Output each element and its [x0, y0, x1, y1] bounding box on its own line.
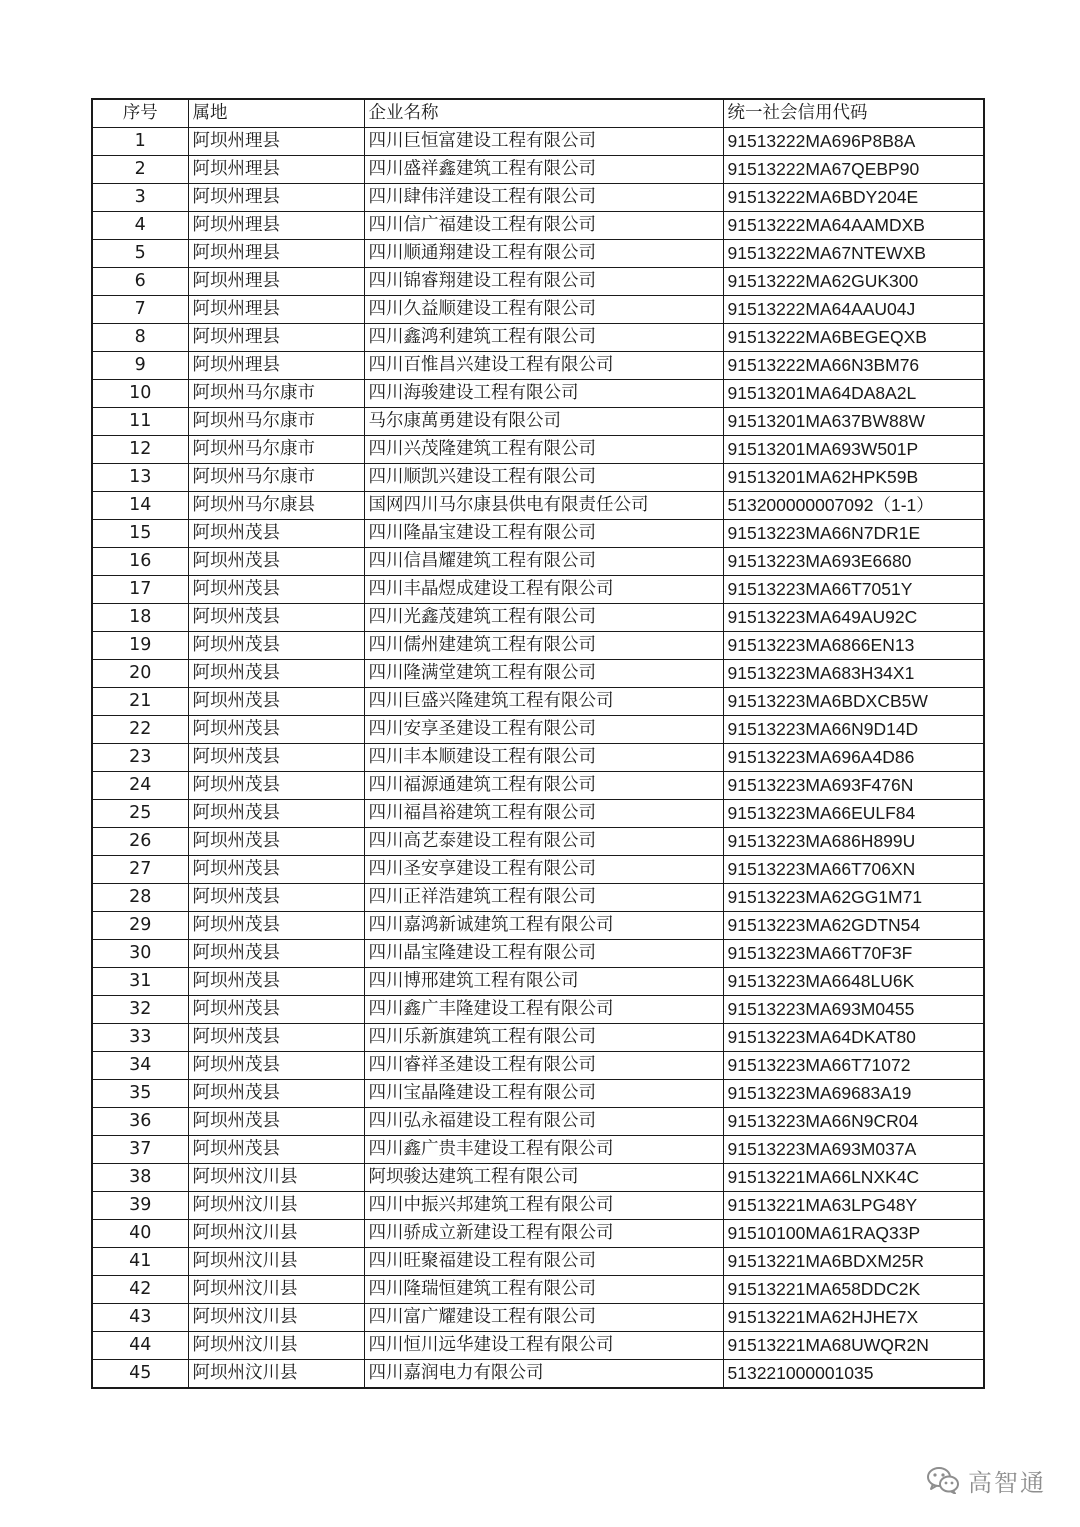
cell-credit-code: 91513223MA6866EN13: [723, 632, 984, 660]
cell-credit-code: 91513222MA696P8B8A: [723, 128, 984, 156]
cell-serial-number: 42: [92, 1276, 188, 1304]
cell-company-name: 四川嘉鸿新诚建筑工程有限公司: [364, 912, 723, 940]
table-row: [92, 184, 984, 212]
cell-credit-code: 91513201MA64DA8A2L: [723, 380, 984, 408]
table-row: [92, 744, 984, 772]
cell-jurisdiction: 阿坝州茂县: [188, 800, 364, 828]
cell-serial-number: 14: [92, 492, 188, 520]
table-row: [92, 1360, 984, 1389]
cell-serial-number: 34: [92, 1052, 188, 1080]
cell-credit-code: 91513223MA66T706XN: [723, 856, 984, 884]
cell-serial-number: 22: [92, 716, 188, 744]
cell-jurisdiction: 阿坝州理县: [188, 212, 364, 240]
table-row: [92, 1108, 984, 1136]
cell-jurisdiction: 阿坝州理县: [188, 128, 364, 156]
cell-company-name: 四川丰本顺建设工程有限公司: [364, 744, 723, 772]
cell-credit-code: 91513222MA62GUK300: [723, 268, 984, 296]
cell-jurisdiction: 阿坝州茂县: [188, 912, 364, 940]
cell-credit-code: 91510100MA61RAQ33P: [723, 1220, 984, 1248]
cell-serial-number: 24: [92, 772, 188, 800]
table-row: [92, 464, 984, 492]
cell-serial-number: 31: [92, 968, 188, 996]
table-row: [92, 968, 984, 996]
cell-jurisdiction: 阿坝州茂县: [188, 1136, 364, 1164]
table-row: [92, 296, 984, 324]
cell-credit-code: 91513223MA696A4D86: [723, 744, 984, 772]
cell-serial-number: 2: [92, 156, 188, 184]
cell-company-name: 四川旺聚福建设工程有限公司: [364, 1248, 723, 1276]
cell-company-name: 四川博邢建筑工程有限公司: [364, 968, 723, 996]
table-row: [92, 128, 984, 156]
cell-credit-code: 91513223MA69683A19: [723, 1080, 984, 1108]
cell-serial-number: 10: [92, 380, 188, 408]
cell-serial-number: 33: [92, 1024, 188, 1052]
cell-company-name: 四川盛祥鑫建筑工程有限公司: [364, 156, 723, 184]
cell-jurisdiction: 阿坝州理县: [188, 240, 364, 268]
cell-company-name: 四川百惟昌兴建设工程有限公司: [364, 352, 723, 380]
cell-serial-number: 13: [92, 464, 188, 492]
table-row: [92, 520, 984, 548]
cell-company-name: 四川骄成立新建设工程有限公司: [364, 1220, 723, 1248]
cell-credit-code: 91513221MA658DDC2K: [723, 1276, 984, 1304]
cell-company-name: 四川乐新旗建筑工程有限公司: [364, 1024, 723, 1052]
cell-company-name: 四川鑫鸿利建筑工程有限公司: [364, 324, 723, 352]
cell-company-name: 四川高艺泰建设工程有限公司: [364, 828, 723, 856]
table-row: [92, 212, 984, 240]
cell-jurisdiction: 阿坝州马尔康市: [188, 408, 364, 436]
cell-serial-number: 20: [92, 660, 188, 688]
cell-serial-number: 4: [92, 212, 188, 240]
cell-company-name: 国网四川马尔康县供电有限责任公司: [364, 492, 723, 520]
table-row: [92, 688, 984, 716]
cell-company-name: 四川福源通建筑工程有限公司: [364, 772, 723, 800]
cell-serial-number: 7: [92, 296, 188, 324]
cell-serial-number: 35: [92, 1080, 188, 1108]
cell-credit-code: 91513223MA64DKAT80: [723, 1024, 984, 1052]
cell-jurisdiction: 阿坝州马尔康市: [188, 464, 364, 492]
cell-serial-number: 9: [92, 352, 188, 380]
cell-jurisdiction: 阿坝州茂县: [188, 856, 364, 884]
cell-jurisdiction: 阿坝州理县: [188, 184, 364, 212]
cell-company-name: 马尔康萬勇建设有限公司: [364, 408, 723, 436]
table-row: [92, 1136, 984, 1164]
cell-serial-number: 1: [92, 128, 188, 156]
cell-serial-number: 16: [92, 548, 188, 576]
cell-jurisdiction: 阿坝州茂县: [188, 716, 364, 744]
table-row: [92, 1192, 984, 1220]
cell-serial-number: 6: [92, 268, 188, 296]
cell-jurisdiction: 阿坝州茂县: [188, 828, 364, 856]
cell-credit-code: 91513201MA637BW88W: [723, 408, 984, 436]
cell-serial-number: 21: [92, 688, 188, 716]
cell-jurisdiction: 阿坝州茂县: [188, 1108, 364, 1136]
header-serial-number: 序号: [92, 99, 188, 128]
cell-company-name: 四川福昌裕建筑工程有限公司: [364, 800, 723, 828]
cell-jurisdiction: 阿坝州汶川县: [188, 1360, 364, 1389]
cell-jurisdiction: 阿坝州马尔康县: [188, 492, 364, 520]
cell-credit-code: 91513222MA67QEBP90: [723, 156, 984, 184]
cell-credit-code: 91513222MA6BEGEQXB: [723, 324, 984, 352]
cell-serial-number: 19: [92, 632, 188, 660]
cell-serial-number: 23: [92, 744, 188, 772]
cell-credit-code: 91513201MA693W501P: [723, 436, 984, 464]
cell-credit-code: 91513223MA66T70F3F: [723, 940, 984, 968]
cell-jurisdiction: 阿坝州汶川县: [188, 1192, 364, 1220]
table-row: [92, 1276, 984, 1304]
cell-credit-code: 91513221MA6BDXM25R: [723, 1248, 984, 1276]
cell-company-name: 四川圣安享建设工程有限公司: [364, 856, 723, 884]
cell-jurisdiction: 阿坝州茂县: [188, 660, 364, 688]
cell-jurisdiction: 阿坝州茂县: [188, 940, 364, 968]
cell-company-name: 四川隆满堂建筑工程有限公司: [364, 660, 723, 688]
cell-credit-code: 91513223MA66T7051Y: [723, 576, 984, 604]
wechat-icon: [926, 1466, 960, 1494]
table-row: [92, 1304, 984, 1332]
cell-company-name: 四川久益顺建设工程有限公司: [364, 296, 723, 324]
table-row: [92, 1080, 984, 1108]
table-row: [92, 1248, 984, 1276]
cell-company-name: 四川儒州建建筑工程有限公司: [364, 632, 723, 660]
table-row: [92, 1332, 984, 1360]
cell-company-name: 四川信昌耀建筑工程有限公司: [364, 548, 723, 576]
header-company-name: 企业名称: [364, 99, 723, 128]
cell-jurisdiction: 阿坝州汶川县: [188, 1220, 364, 1248]
cell-company-name: 四川安享圣建设工程有限公司: [364, 716, 723, 744]
cell-jurisdiction: 阿坝州理县: [188, 324, 364, 352]
table-row: [92, 772, 984, 800]
cell-jurisdiction: 阿坝州茂县: [188, 996, 364, 1024]
table-row: [92, 800, 984, 828]
cell-credit-code: 91513223MA66T71072: [723, 1052, 984, 1080]
table-row: [92, 380, 984, 408]
cell-credit-code: 91513223MA66N9D14D: [723, 716, 984, 744]
table-row: [92, 912, 984, 940]
cell-jurisdiction: 阿坝州茂县: [188, 688, 364, 716]
cell-serial-number: 30: [92, 940, 188, 968]
cell-serial-number: 45: [92, 1360, 188, 1389]
cell-credit-code: 91513223MA66N7DR1E: [723, 520, 984, 548]
cell-company-name: 四川鑫广贵丰建设工程有限公司: [364, 1136, 723, 1164]
table-row: [92, 604, 984, 632]
cell-credit-code: 91513221MA62HJHE7X: [723, 1304, 984, 1332]
cell-credit-code: 91513221MA68UWQR2N: [723, 1332, 984, 1360]
cell-serial-number: 36: [92, 1108, 188, 1136]
cell-credit-code: 91513223MA686H899U: [723, 828, 984, 856]
header-row: [92, 99, 984, 128]
cell-jurisdiction: 阿坝州汶川县: [188, 1164, 364, 1192]
cell-credit-code: 91513223MA66N9CR04: [723, 1108, 984, 1136]
cell-company-name: 四川海骏建设工程有限公司: [364, 380, 723, 408]
table-row: [92, 352, 984, 380]
watermark-text: 高智通: [968, 1468, 1046, 1497]
cell-serial-number: 15: [92, 520, 188, 548]
cell-credit-code: 91513223MA649AU92C: [723, 604, 984, 632]
table-row: [92, 660, 984, 688]
cell-company-name: 四川中振兴邦建筑工程有限公司: [364, 1192, 723, 1220]
table-row: [92, 156, 984, 184]
cell-jurisdiction: 阿坝州汶川县: [188, 1276, 364, 1304]
cell-serial-number: 28: [92, 884, 188, 912]
table-row: [92, 1164, 984, 1192]
table-row: [92, 856, 984, 884]
cell-company-name: 四川弘永福建设工程有限公司: [364, 1108, 723, 1136]
table-body: [92, 128, 984, 1389]
cell-credit-code: 91513223MA6648LU6K: [723, 968, 984, 996]
table-header: [92, 99, 984, 128]
table-row: [92, 1052, 984, 1080]
cell-company-name: 四川宝晶隆建设工程有限公司: [364, 1080, 723, 1108]
cell-credit-code: 91513222MA6BDY204E: [723, 184, 984, 212]
cell-company-name: 阿坝骏达建筑工程有限公司: [364, 1164, 723, 1192]
cell-jurisdiction: 阿坝州茂县: [188, 1080, 364, 1108]
cell-credit-code: 91513223MA693M037A: [723, 1136, 984, 1164]
cell-credit-code: 91513222MA66N3BM76: [723, 352, 984, 380]
table-row: [92, 828, 984, 856]
cell-jurisdiction: 阿坝州马尔康市: [188, 436, 364, 464]
cell-company-name: 四川巨恒富建设工程有限公司: [364, 128, 723, 156]
header-credit-code: 统一社会信用代码: [723, 99, 984, 128]
cell-credit-code: 91513223MA62GDTN54: [723, 912, 984, 940]
table-row: [92, 492, 984, 520]
cell-jurisdiction: 阿坝州茂县: [188, 604, 364, 632]
cell-serial-number: 27: [92, 856, 188, 884]
cell-jurisdiction: 阿坝州茂县: [188, 632, 364, 660]
cell-company-name: 四川顺通翔建设工程有限公司: [364, 240, 723, 268]
cell-serial-number: 18: [92, 604, 188, 632]
cell-company-name: 四川嘉润电力有限公司: [364, 1360, 723, 1389]
table-row: [92, 716, 984, 744]
cell-company-name: 四川丰晶煜成建设工程有限公司: [364, 576, 723, 604]
table-row: [92, 940, 984, 968]
cell-credit-code: 91513222MA64AAU04J: [723, 296, 984, 324]
cell-serial-number: 37: [92, 1136, 188, 1164]
company-credit-code-table: [91, 98, 985, 1389]
cell-credit-code: 513200000007092（1-1）: [723, 492, 984, 520]
cell-jurisdiction: 阿坝州茂县: [188, 884, 364, 912]
table-row: [92, 884, 984, 912]
cell-company-name: 四川睿祥圣建设工程有限公司: [364, 1052, 723, 1080]
table-row: [92, 324, 984, 352]
cell-jurisdiction: 阿坝州茂县: [188, 968, 364, 996]
cell-company-name: 四川巨盛兴隆建筑工程有限公司: [364, 688, 723, 716]
cell-serial-number: 41: [92, 1248, 188, 1276]
cell-company-name: 四川光鑫茂建筑工程有限公司: [364, 604, 723, 632]
cell-jurisdiction: 阿坝州茂县: [188, 772, 364, 800]
cell-serial-number: 39: [92, 1192, 188, 1220]
cell-company-name: 四川隆晶宝建设工程有限公司: [364, 520, 723, 548]
cell-company-name: 四川肆伟洋建设工程有限公司: [364, 184, 723, 212]
table-row: [92, 436, 984, 464]
cell-credit-code: 91513221MA63LPG48Y: [723, 1192, 984, 1220]
cell-company-name: 四川隆瑞恒建筑工程有限公司: [364, 1276, 723, 1304]
cell-jurisdiction: 阿坝州理县: [188, 268, 364, 296]
watermark: [926, 1462, 1046, 1498]
cell-serial-number: 38: [92, 1164, 188, 1192]
cell-credit-code: 91513222MA64AAMDXB: [723, 212, 984, 240]
cell-jurisdiction: 阿坝州马尔康市: [188, 380, 364, 408]
cell-jurisdiction: 阿坝州汶川县: [188, 1332, 364, 1360]
cell-credit-code: 91513201MA62HPK59B: [723, 464, 984, 492]
cell-credit-code: 91513222MA67NTEWXB: [723, 240, 984, 268]
cell-serial-number: 17: [92, 576, 188, 604]
table-row: [92, 1220, 984, 1248]
cell-credit-code: 91513223MA62GG1M71: [723, 884, 984, 912]
cell-company-name: 四川兴茂隆建筑工程有限公司: [364, 436, 723, 464]
cell-serial-number: 29: [92, 912, 188, 940]
cell-credit-code: 91513223MA693E6680: [723, 548, 984, 576]
cell-credit-code: 91513223MA683H34X1: [723, 660, 984, 688]
cell-serial-number: 11: [92, 408, 188, 436]
cell-credit-code: 513221000001035: [723, 1360, 984, 1389]
cell-jurisdiction: 阿坝州茂县: [188, 520, 364, 548]
cell-company-name: 四川鑫广丰隆建设工程有限公司: [364, 996, 723, 1024]
header-jurisdiction: 属地: [188, 99, 364, 128]
cell-serial-number: 3: [92, 184, 188, 212]
cell-serial-number: 5: [92, 240, 188, 268]
cell-company-name: 四川锦睿翔建设工程有限公司: [364, 268, 723, 296]
table-row: [92, 996, 984, 1024]
cell-company-name: 四川晶宝隆建设工程有限公司: [364, 940, 723, 968]
cell-company-name: 四川顺凯兴建设工程有限公司: [364, 464, 723, 492]
cell-jurisdiction: 阿坝州茂县: [188, 548, 364, 576]
table-row: [92, 268, 984, 296]
cell-company-name: 四川富广耀建设工程有限公司: [364, 1304, 723, 1332]
cell-jurisdiction: 阿坝州汶川县: [188, 1248, 364, 1276]
table-row: [92, 548, 984, 576]
cell-jurisdiction: 阿坝州汶川县: [188, 1304, 364, 1332]
cell-credit-code: 91513223MA693M0455: [723, 996, 984, 1024]
cell-jurisdiction: 阿坝州茂县: [188, 1024, 364, 1052]
cell-jurisdiction: 阿坝州茂县: [188, 576, 364, 604]
cell-jurisdiction: 阿坝州茂县: [188, 1052, 364, 1080]
cell-jurisdiction: 阿坝州理县: [188, 296, 364, 324]
cell-credit-code: 91513223MA6BDXCB5W: [723, 688, 984, 716]
cell-credit-code: 91513223MA66EULF84: [723, 800, 984, 828]
cell-serial-number: 44: [92, 1332, 188, 1360]
cell-credit-code: 91513221MA66LNXK4C: [723, 1164, 984, 1192]
cell-serial-number: 8: [92, 324, 188, 352]
table-row: [92, 632, 984, 660]
cell-serial-number: 32: [92, 996, 188, 1024]
table-row: [92, 240, 984, 268]
cell-jurisdiction: 阿坝州茂县: [188, 744, 364, 772]
cell-serial-number: 12: [92, 436, 188, 464]
cell-serial-number: 43: [92, 1304, 188, 1332]
cell-serial-number: 26: [92, 828, 188, 856]
cell-serial-number: 40: [92, 1220, 188, 1248]
table-row: [92, 408, 984, 436]
cell-jurisdiction: 阿坝州理县: [188, 352, 364, 380]
cell-company-name: 四川恒川远华建设工程有限公司: [364, 1332, 723, 1360]
table-row: [92, 576, 984, 604]
cell-company-name: 四川正祥浩建筑工程有限公司: [364, 884, 723, 912]
cell-company-name: 四川信广福建设工程有限公司: [364, 212, 723, 240]
cell-credit-code: 91513223MA693F476N: [723, 772, 984, 800]
cell-jurisdiction: 阿坝州理县: [188, 156, 364, 184]
table-row: [92, 1024, 984, 1052]
cell-serial-number: 25: [92, 800, 188, 828]
